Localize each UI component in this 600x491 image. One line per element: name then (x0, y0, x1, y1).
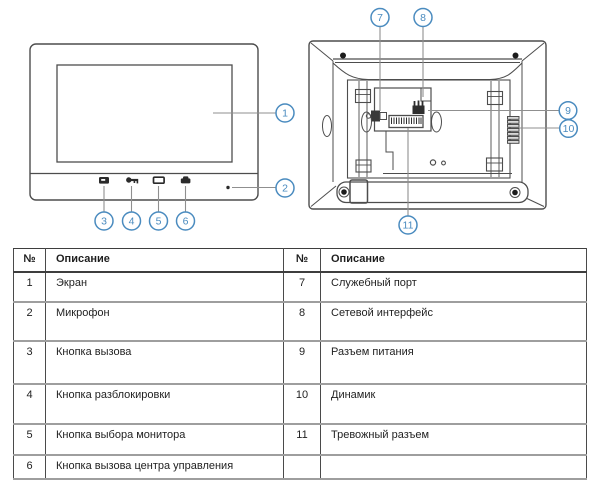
call-button-icon (99, 177, 109, 184)
part-num: 10 (284, 384, 321, 424)
part-desc: Кнопка вызова (46, 341, 284, 384)
part-desc: Разъем питания (321, 341, 587, 384)
part-num: 3 (14, 341, 46, 384)
callout-5 (150, 212, 168, 230)
header-num-left: № (14, 249, 46, 272)
hole-small (442, 161, 446, 165)
callout-7 (371, 9, 389, 27)
back-inner-panel (348, 80, 511, 178)
screw-top-right (513, 53, 519, 59)
svg-text:11: 11 (402, 219, 414, 232)
panel-cutout (386, 131, 393, 170)
callout-1 (276, 104, 294, 122)
microphone-hole (226, 186, 229, 189)
front-body (30, 44, 258, 200)
header-desc-right: Описание (321, 249, 587, 272)
hole-large (430, 160, 435, 165)
part-num: 4 (14, 384, 46, 424)
table-row (14, 302, 587, 341)
service-port (366, 111, 386, 122)
table-row (14, 424, 587, 455)
header-desc-left: Описание (46, 249, 284, 272)
power-connector (413, 101, 425, 115)
svg-text:7: 7 (377, 12, 383, 25)
table-row (14, 384, 587, 424)
screw-top-left (340, 53, 346, 59)
callout-4 (123, 212, 141, 230)
screw-bottom-left (341, 189, 347, 195)
svg-text:2: 2 (282, 182, 288, 195)
part-num: 1 (14, 272, 46, 302)
front-screen (57, 65, 232, 162)
front-view-diagram (30, 44, 258, 200)
svg-text:1: 1 (282, 107, 288, 120)
part-desc: Кнопка разблокировки (46, 384, 284, 424)
slot-oval-right (432, 112, 442, 132)
callout-9 (559, 102, 577, 120)
svg-text:6: 6 (182, 215, 189, 228)
screw-bottom-right (512, 190, 518, 196)
callout-2 (276, 179, 294, 197)
svg-text:5: 5 (155, 215, 162, 228)
part-num: 5 (14, 424, 46, 455)
svg-text:10: 10 (562, 123, 575, 136)
monitor-select-button-icon (154, 177, 165, 183)
speaker-grille (508, 117, 520, 144)
part-desc: Тревожный разъем (321, 424, 587, 455)
header-num-right: № (284, 249, 321, 272)
part-desc: Динамик (321, 384, 587, 424)
callout-3 (95, 212, 113, 230)
table-row (14, 455, 587, 479)
callout-6 (177, 212, 195, 230)
part-desc: Кнопка выбора монитора (46, 424, 284, 455)
top-mount-band (333, 53, 522, 80)
part-num: 6 (26, 459, 33, 472)
slot-oval-edge (323, 116, 332, 137)
part-num: 7 (284, 272, 321, 302)
part-num: 9 (284, 341, 321, 384)
alarm-terminal (389, 116, 423, 128)
part-desc: Служебный порт (321, 272, 587, 302)
part-num (284, 455, 321, 479)
callout-8 (414, 9, 432, 27)
bottom-left-bracket (350, 180, 368, 203)
part-desc: Микрофон (46, 302, 284, 341)
part-desc: Сетевой интерфейс (321, 302, 587, 341)
callout-10 (560, 120, 578, 138)
management-center-call-button-icon (181, 176, 191, 183)
mount-rails (356, 81, 503, 177)
part-num: 8 (284, 302, 321, 341)
table-row (14, 272, 587, 302)
table-row (14, 341, 587, 384)
svg-text:3: 3 (101, 215, 107, 228)
part-desc (321, 455, 587, 479)
callout-leader-lines (104, 27, 560, 217)
svg-text:8: 8 (420, 12, 426, 25)
part-desc: Кнопка вызова центра управления (46, 455, 284, 479)
callout-11 (399, 216, 417, 234)
unlock-button-icon (126, 177, 138, 183)
parts-description-table (13, 248, 587, 480)
part-num: 2 (14, 302, 46, 341)
part-num: 11 (284, 424, 321, 455)
connector-compartment (366, 88, 431, 131)
svg-text:9: 9 (565, 105, 571, 118)
back-view-diagram (309, 41, 546, 209)
svg-text:4: 4 (128, 215, 135, 228)
part-desc: Экран (46, 272, 284, 302)
